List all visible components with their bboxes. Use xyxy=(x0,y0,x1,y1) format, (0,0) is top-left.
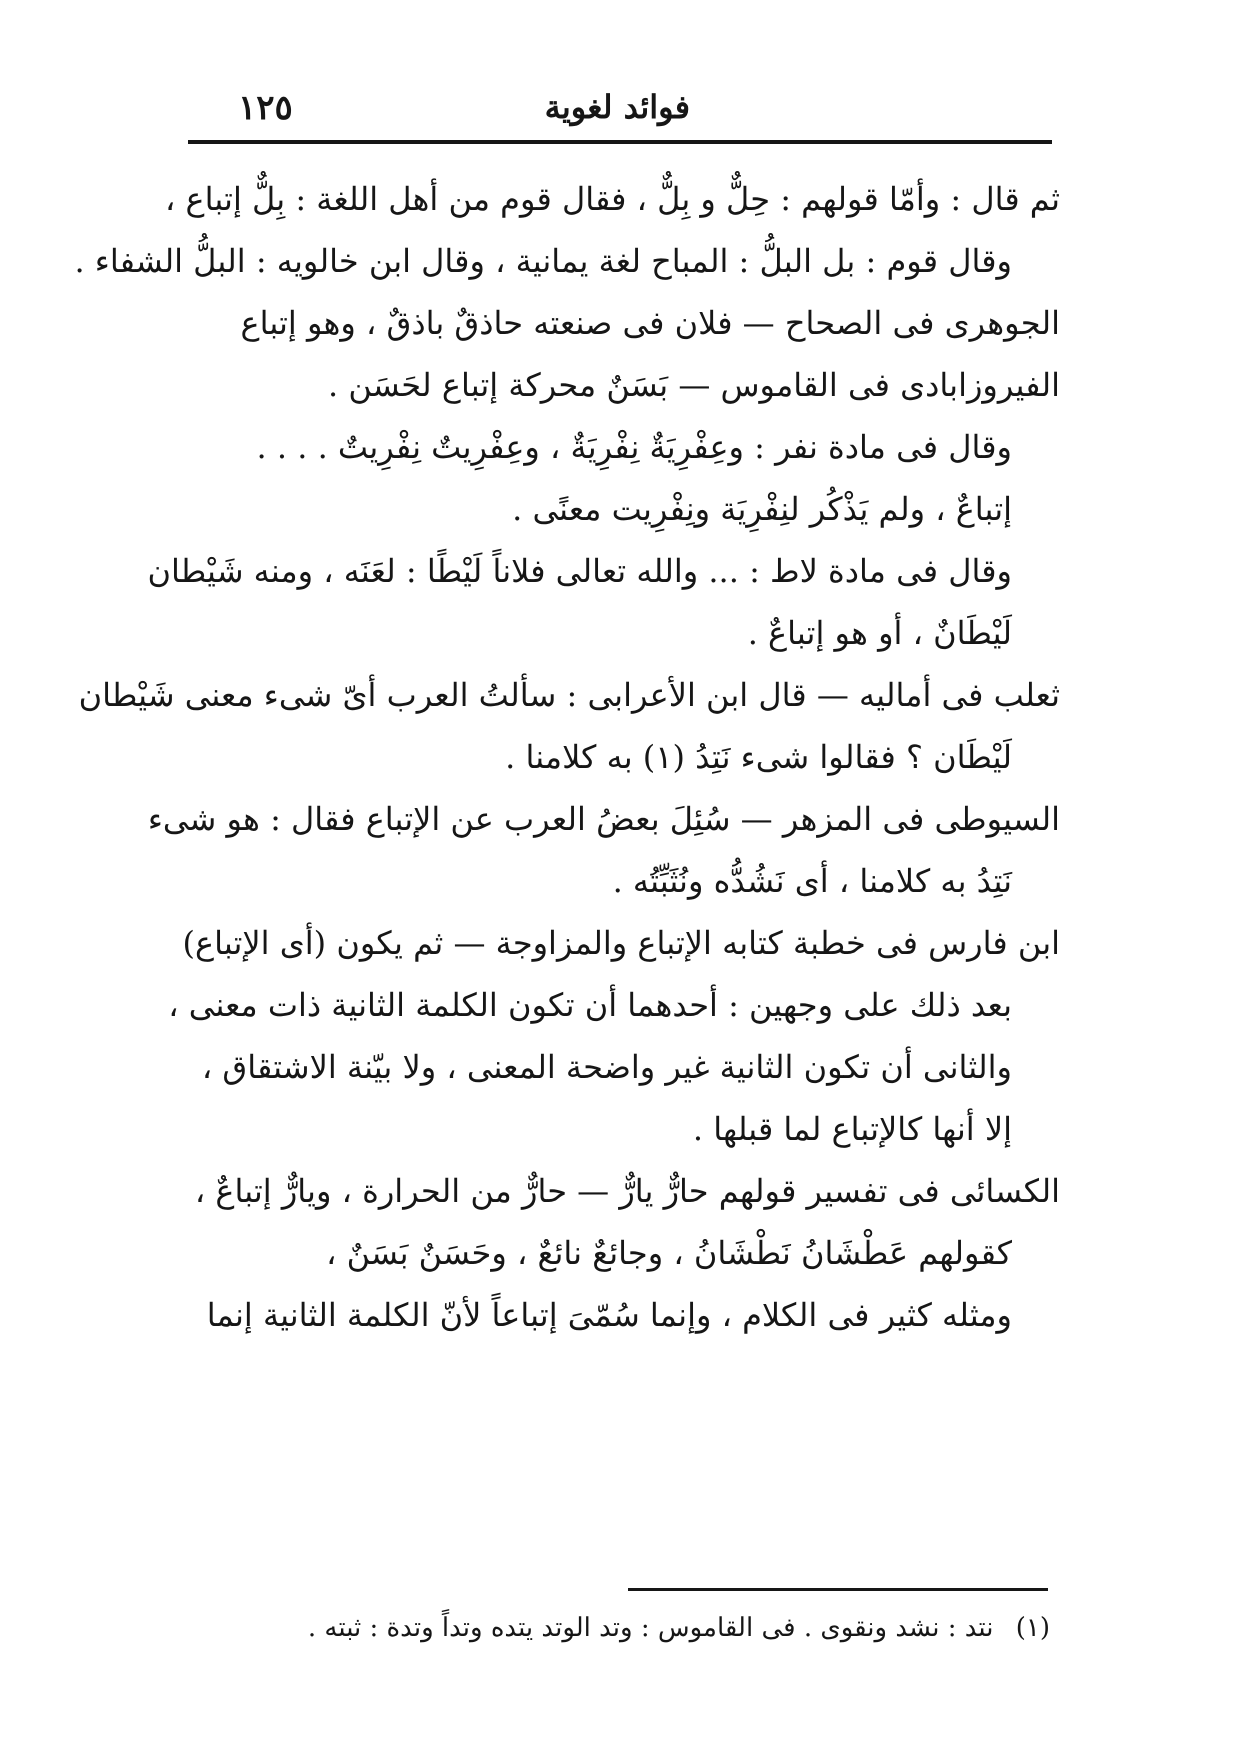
page-number: ١٢٥ xyxy=(238,88,293,128)
paragraph-kisai xyxy=(180,1160,1060,1346)
text-line: وقال قوم : بل البلُّ : المباح لغة يمانية ، وقال ابن خالويه : البلُّ الشفاء . xyxy=(74,242,1012,280)
paragraph-jawhari xyxy=(180,292,1060,354)
running-head xyxy=(190,88,1050,138)
footnote-rule xyxy=(628,1588,1048,1591)
body-text xyxy=(74,168,1060,1346)
text-line: بعد ذلك على وجهين : أحدهما أن تكون الكلمة الثانية ذات معنى ، xyxy=(168,986,1012,1024)
text-line: إلا أنها كالإتباع لما قبلها . xyxy=(692,1110,1012,1148)
text-line: الجوهرى فى الصحاح — فلان فى صنعته حاذقٌ باذقٌ ، وهو إتباع xyxy=(240,304,1060,342)
text-line: الفيروزابادى فى القاموس — بَسَنٌ محركة إتباع لحَسَن . xyxy=(328,366,1060,404)
text-line: نَتِدُ به كلامنا ، أى نَشُدُّه ونُثَبِّتُه . xyxy=(612,862,1012,900)
paragraph-suyuti xyxy=(147,788,1060,912)
footnote xyxy=(200,1608,1050,1648)
header-rule xyxy=(188,140,1052,144)
text-line: ومثله كثير فى الكلام ، وإنما سُمّىَ إتباعاً لأنّ الكلمة الثانية إنما xyxy=(206,1296,1012,1334)
text-line: ثم قال : وأمّا قولهم : حِلٌّ و بِلٌّ ، فقال قوم من أهل اللغة : بِلٌّ إتباع ، xyxy=(165,180,1060,218)
text-line: ثعلب فى أماليه — قال ابن الأعرابى : سألتُ العرب أىّ شىء معنى شَيْطان xyxy=(78,676,1060,714)
text-line: السيوطى فى المزهر — سُئِلَ بعضُ العرب عن الإتباع فقال : هو شىء xyxy=(147,800,1060,838)
paragraph-nafar xyxy=(180,416,1060,540)
paragraph-hill-bill xyxy=(74,168,1060,292)
text-line: الكسائى فى تفسير قولهم حارٌّ يارٌّ — حارٌّ من الحرارة ، ويارٌّ إتباعٌ ، xyxy=(194,1172,1060,1210)
paragraph-lat xyxy=(147,540,1060,664)
text-line: إتباعٌ ، ولم يَذْكُر لنِفْرِيَة ونِفْرِيت معنًى . xyxy=(512,490,1012,528)
text-line: وقال فى مادة نفر : وعِفْرِيَةٌ نِفْرِيَةٌ ، وعِفْرِيتٌ نِفْرِيتٌ . . . . xyxy=(256,428,1012,466)
footnote-text: نتد : نشد ونقوى . فى القاموس : وتد الوتد يتده وتداً وتدة : ثبته . xyxy=(307,1613,994,1643)
text-line: والثانى أن تكون الثانية غير واضحة المعنى ، ولا بيّنة الاشتقاق ، xyxy=(201,1048,1012,1086)
paragraph-thalab xyxy=(78,664,1060,788)
text-line: لَيْطَانٌ ، أو هو إتباعٌ . xyxy=(747,614,1012,652)
paragraph-fayruzabadi xyxy=(180,354,1060,416)
paragraph-ibn-faris xyxy=(168,912,1060,1160)
text-line: وقال فى مادة لاط : ... والله تعالى فلاناً لَيْطًا : لعَنَه ، ومنه شَيْطان xyxy=(147,552,1012,590)
text-line: ابن فارس فى خطبة كتابه الإتباع والمزاوجة — ثم يكون (أى الإتباع) xyxy=(182,924,1060,962)
footnote-marker: (١) xyxy=(1015,1613,1050,1643)
running-title: فوائد لغوية xyxy=(544,88,690,126)
text-line: كقولهم عَطْشَانُ نَطْشَانُ ، وجائعٌ نائعٌ ، وحَسَنٌ بَسَنٌ ، xyxy=(326,1234,1012,1272)
text-line: لَيْطَان ؟ فقالوا شىء نَتِدُ (١) به كلامنا . xyxy=(505,738,1012,776)
